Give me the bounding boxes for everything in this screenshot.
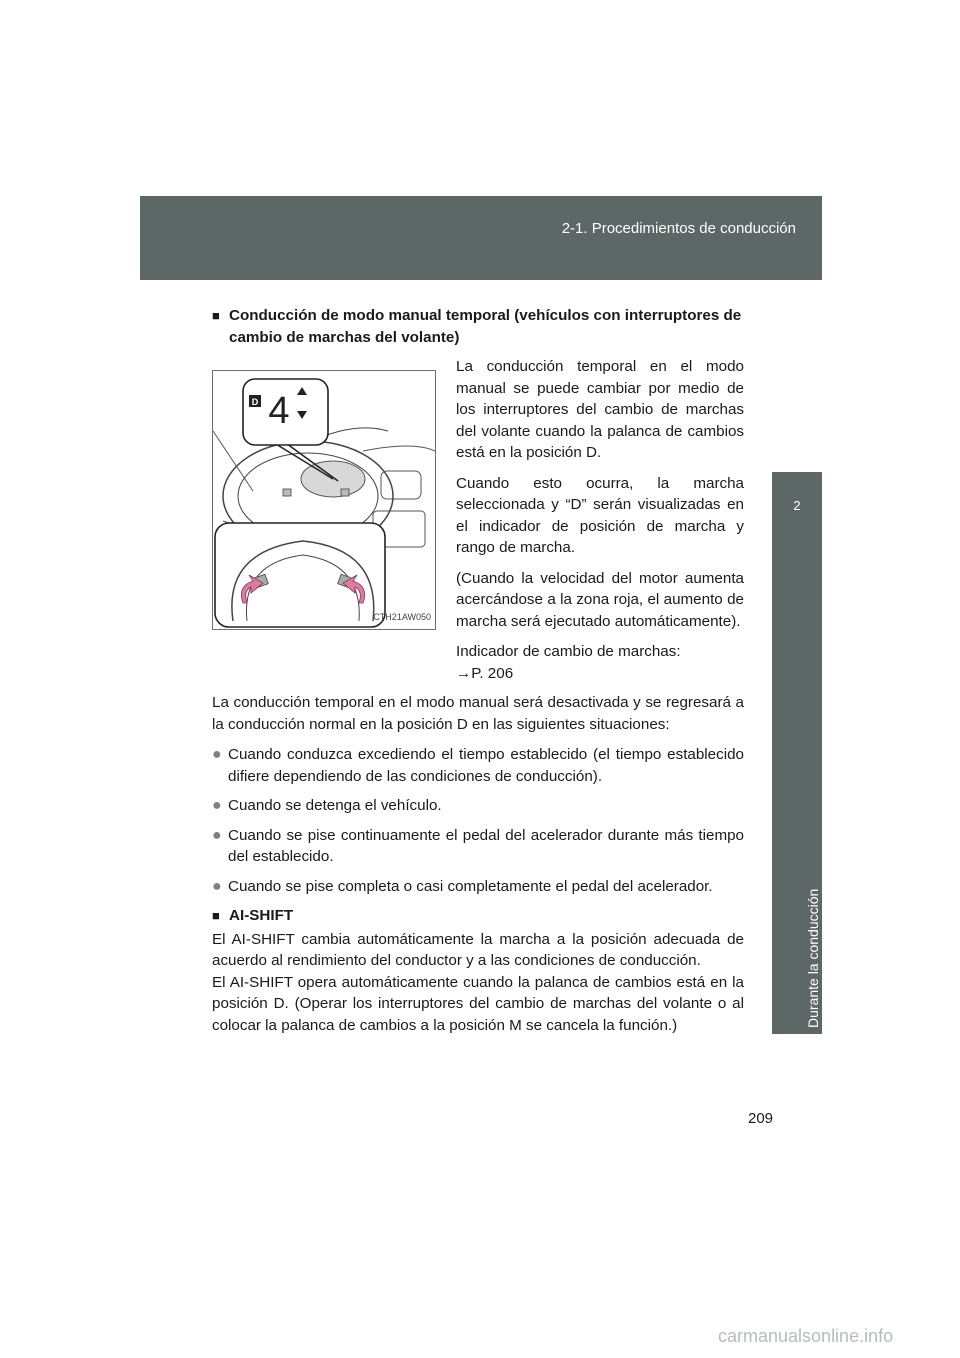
- bullet-dot-icon: ●: [212, 877, 222, 895]
- paragraph: La conducción temporal en el modo manual será desactivada y se regresará a la conducción normal en la posición D en las siguientes situaciones:: [212, 694, 744, 733]
- square-bullet-icon: ■: [212, 908, 220, 923]
- paragraph: El AI-SHIFT cambia automáticamente la marcha a la posición adecuada de acuerdo al rendimiento del conductor y a las condiciones de conducción.: [212, 930, 744, 969]
- gear-number-display: 4: [268, 390, 290, 432]
- square-bullet-icon: ■: [212, 308, 220, 323]
- chapter-side-tab: [772, 472, 822, 1034]
- page-content: [212, 305, 744, 1036]
- list-item: ● Cuando se detenga el vehículo.: [212, 795, 744, 817]
- paragraph: (Cuando la velocidad del motor aumenta acercándose a la zona roja, el aumento de marcha será ejecutado automáticamente).: [456, 569, 744, 630]
- figure-description: [456, 356, 744, 684]
- bullet-dot-icon: ●: [212, 746, 222, 763]
- list-item: ● Cuando conduzca excediendo el tiempo establecido (el tiempo establecido difiere dependiendo de las condiciones de conducción).: [212, 744, 744, 787]
- figure-row: [212, 356, 744, 684]
- watermark: carmanualsonline.info: [718, 1326, 894, 1346]
- section-heading-ai-shift: ■ AI-SHIFT: [212, 905, 744, 927]
- steering-wheel-illustration: [213, 371, 435, 629]
- paragraph: El AI-SHIFT opera automáticamente cuando la palanca de cambios está en la posición D. (Operar los interruptores del cambio de marchas del volante o al colocar la palanca de cambios a la posición M se cancela la función.): [212, 973, 744, 1034]
- list-item: ● Cuando se pise continuamente el pedal del acelerador durante más tiempo del establecido.: [212, 825, 744, 868]
- bullet-dot-icon: ●: [212, 797, 222, 814]
- section-header-bar: [140, 196, 822, 280]
- section-title: 2-1. Procedimientos de conducción: [561, 220, 796, 237]
- reference: [456, 641, 744, 684]
- list-item: ● Cuando se pise completa o casi completamente el pedal del acelerador.: [212, 876, 744, 898]
- chapter-label: Durante la conducción: [805, 888, 821, 1028]
- chapter-number: 2: [793, 498, 801, 513]
- gear-mode-indicator: D: [251, 397, 259, 407]
- reference-page-link[interactable]: →P. 206: [456, 664, 514, 682]
- steering-paddle-figure: [212, 370, 436, 630]
- section-heading-manual-mode: ■ Conducción de modo manual temporal (vehículos con interruptores de cambio de marchas del volante): [212, 305, 744, 348]
- bullet-dot-icon: ●: [212, 826, 222, 844]
- reference-label: Indicador de cambio de marchas:: [456, 643, 681, 660]
- paragraph: Cuando esto ocurra, la marcha seleccionada y “D” serán visualizadas en el indicador de posición de marcha y rango de marcha.: [456, 474, 744, 556]
- paragraph: La conducción temporal en el modo manual se puede cambiar por medio de los interruptores del cambio de marchas del volante cuando la palanca de cambios está en la posición D.: [456, 358, 744, 461]
- figure-code: CTH21AW050: [373, 611, 431, 622]
- page-number: 209: [748, 1110, 774, 1127]
